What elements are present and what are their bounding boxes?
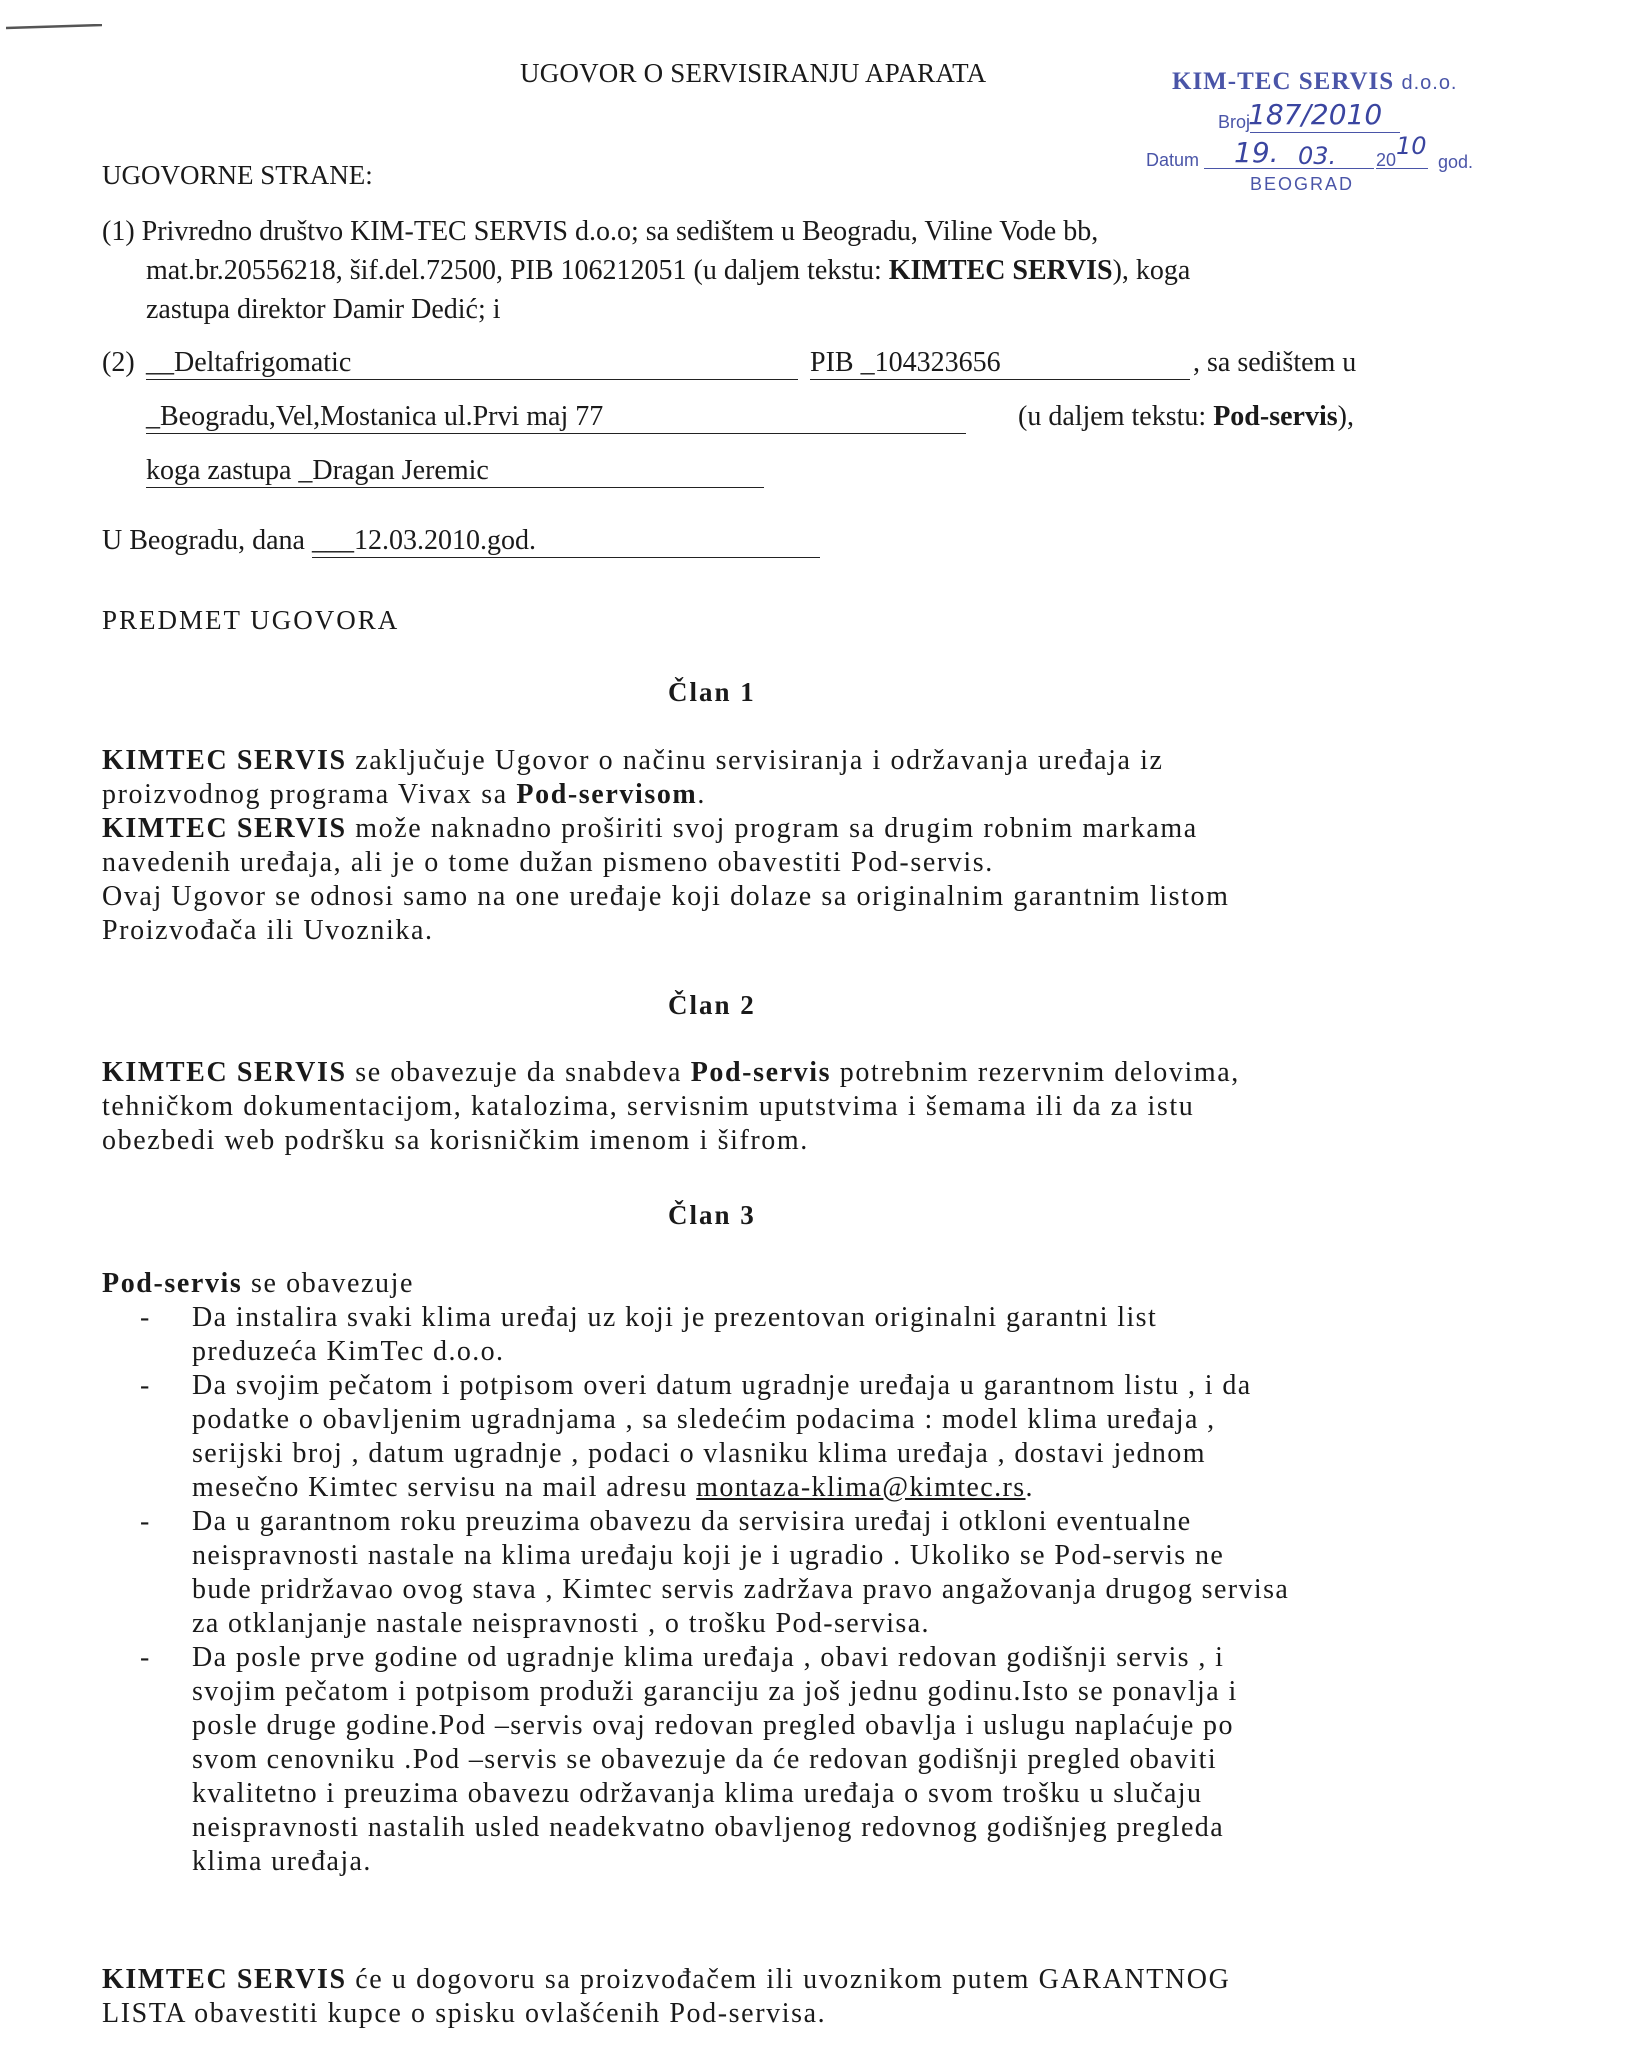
document-title: UGOVOR O SERVISIRANJU APARATA bbox=[520, 58, 987, 88]
stamp-datum-label: Datum bbox=[1146, 150, 1200, 170]
stamp-city: BEOGRAD bbox=[1250, 174, 1355, 194]
party2-pib-field: PIB _104323656 bbox=[810, 347, 1190, 380]
list-item: - Da svojim pečatom i potpisom overi datum ugradnje uređaja u garantnom listu , i da podatke o obavljenim ugradnjama , sa sledećim podacima : model klima uređaja , serijski broj , datum ugradnje , podaci o vlasniku klima uređaja , dostavi jednom mesečno Kimtec servisu na mail adresu montaza-klima@kimtec.rs. bbox=[140, 1370, 1252, 1503]
party2-representative-field: koga zastupa _Dragan Jeremic bbox=[146, 455, 764, 488]
email-link[interactable]: montaza-klima@kimtec.rs bbox=[696, 1472, 1026, 1503]
stamp-god-label: god. bbox=[1438, 152, 1474, 172]
subject-heading: PREDMET UGOVORA bbox=[102, 605, 400, 635]
parties-heading: UGOVORNE STRANE: bbox=[102, 160, 373, 190]
party1-line1: (1) Privredno društvo KIM-TEC SERVIS d.o.o; sa sedištem u Beogradu, Viline Vode bb, bbox=[102, 216, 1099, 247]
party2-name-field: __Deltafrigomatic bbox=[146, 347, 798, 380]
party2-reference: (u daljem tekstu: Pod-servis), bbox=[1018, 401, 1354, 432]
clan1-text: KIMTEC SERVIS zaključuje Ugovor o načinu servisiranja i održavanja uređaja iz proizvodnog programa Vivax sa Pod-servisom. KIMTEC SERVIS može naknadno proširiti svoj program sa drugim robnim markama navedenih uređaja, ali je o tome dužan pismeno obavestiti Pod-servis. Ovaj Ugovor se odnosi samo na one uređaje koji dolaze sa originalnim garantnim listom Proizvođača ili Uvoznika. bbox=[102, 745, 1230, 946]
list-item: - Da instalira svaki klima uređaj uz koji je prezentovan originalni garantni list preduzeća KimTec d.o.o. bbox=[140, 1302, 1158, 1367]
list-item: - Da posle prve godine od ugradnje klima uređaja , obavi redovan godišnji servis , i svojim pečatom i potpisom produži garanciju za još jednu godinu.Isto se ponavlja i posle druge godine.Pod –servis ovaj redovan pregled obavlja i uslugu naplaćuje po svom cenovniku .Pod –servis se obavezuje da će redovan godišnji pregled obaviti kvalitetno i preuzima obavezu održavanja klima uređaja o svom trošku u slučaju neispravnosti nastalih usled neadekvatno obavljenog redovnog godišnjeg pregleda klima uređaja. bbox=[140, 1642, 1238, 1877]
party1-line3: zastupa direktor Damir Dedić; i bbox=[146, 294, 501, 325]
clan3-heading: Član 3 bbox=[668, 1200, 756, 1230]
date-line: U Beogradu, dana ___12.03.2010.god. bbox=[102, 525, 820, 558]
clan3-obligations-list bbox=[140, 1301, 1289, 1879]
stamp-broj-label: Broj bbox=[1218, 112, 1251, 132]
closing-text: KIMTEC SERVIS će u dogovoru sa proizvođačem ili uvoznikom putem GARANTNOG LISTA obavestiti kupce o spisku ovlašćenih Pod-servisa. bbox=[102, 1964, 1231, 2029]
party2-number: (2) bbox=[102, 347, 135, 378]
pen-mark bbox=[6, 24, 102, 30]
stamp-datum-day: 19. bbox=[1234, 136, 1279, 169]
stamp-year-suffix: 10 bbox=[1396, 132, 1427, 160]
clan2-heading: Član 2 bbox=[668, 990, 756, 1020]
clan2-text: KIMTEC SERVIS se obavezuje da snabdeva Pod-servis potrebnim rezervnim delovima, tehničkom dokumentacijom, katalozima, servisnim uputstvima i šemama ili da za istu obezbedi web podršku sa korisničkim imenom i šifrom. bbox=[102, 1057, 1240, 1156]
party2-seat-text: , sa sedištem u bbox=[1193, 347, 1357, 378]
list-item: - Da u garantnom roku preuzima obavezu da servisira uređaj i otkloni eventualne neispravnosti nastale na klima uređaju koji je i ugradio . Ukoliko se Pod-servis ne bude pridržavao ovog stava , Kimtec servis zadržava pravo angažovanja drugog servisa za otklanjanje nastale neispravnosti , o trošku Pod-servisa. bbox=[140, 1506, 1290, 1639]
party2-address-field: _Beogradu,Vel,Mostanica ul.Prvi maj 77 bbox=[146, 401, 966, 434]
stamp-datum-month: 03. bbox=[1298, 142, 1337, 170]
stamp-year-prefix: 20 bbox=[1376, 150, 1397, 170]
stamp-broj-value: 187/2010 bbox=[1248, 98, 1383, 131]
company-stamp bbox=[1140, 68, 1490, 198]
party1-line2: mat.br.20556218, šif.del.72500, PIB 106212051 (u daljem tekstu: KIMTEC SERVIS), koga bbox=[146, 255, 1191, 286]
clan3-intro: Pod-servis se obavezuje bbox=[102, 1268, 415, 1299]
stamp-company: KIM-TEC SERVIS d.o.o. bbox=[1172, 68, 1458, 95]
clan1-heading: Član 1 bbox=[668, 677, 756, 707]
